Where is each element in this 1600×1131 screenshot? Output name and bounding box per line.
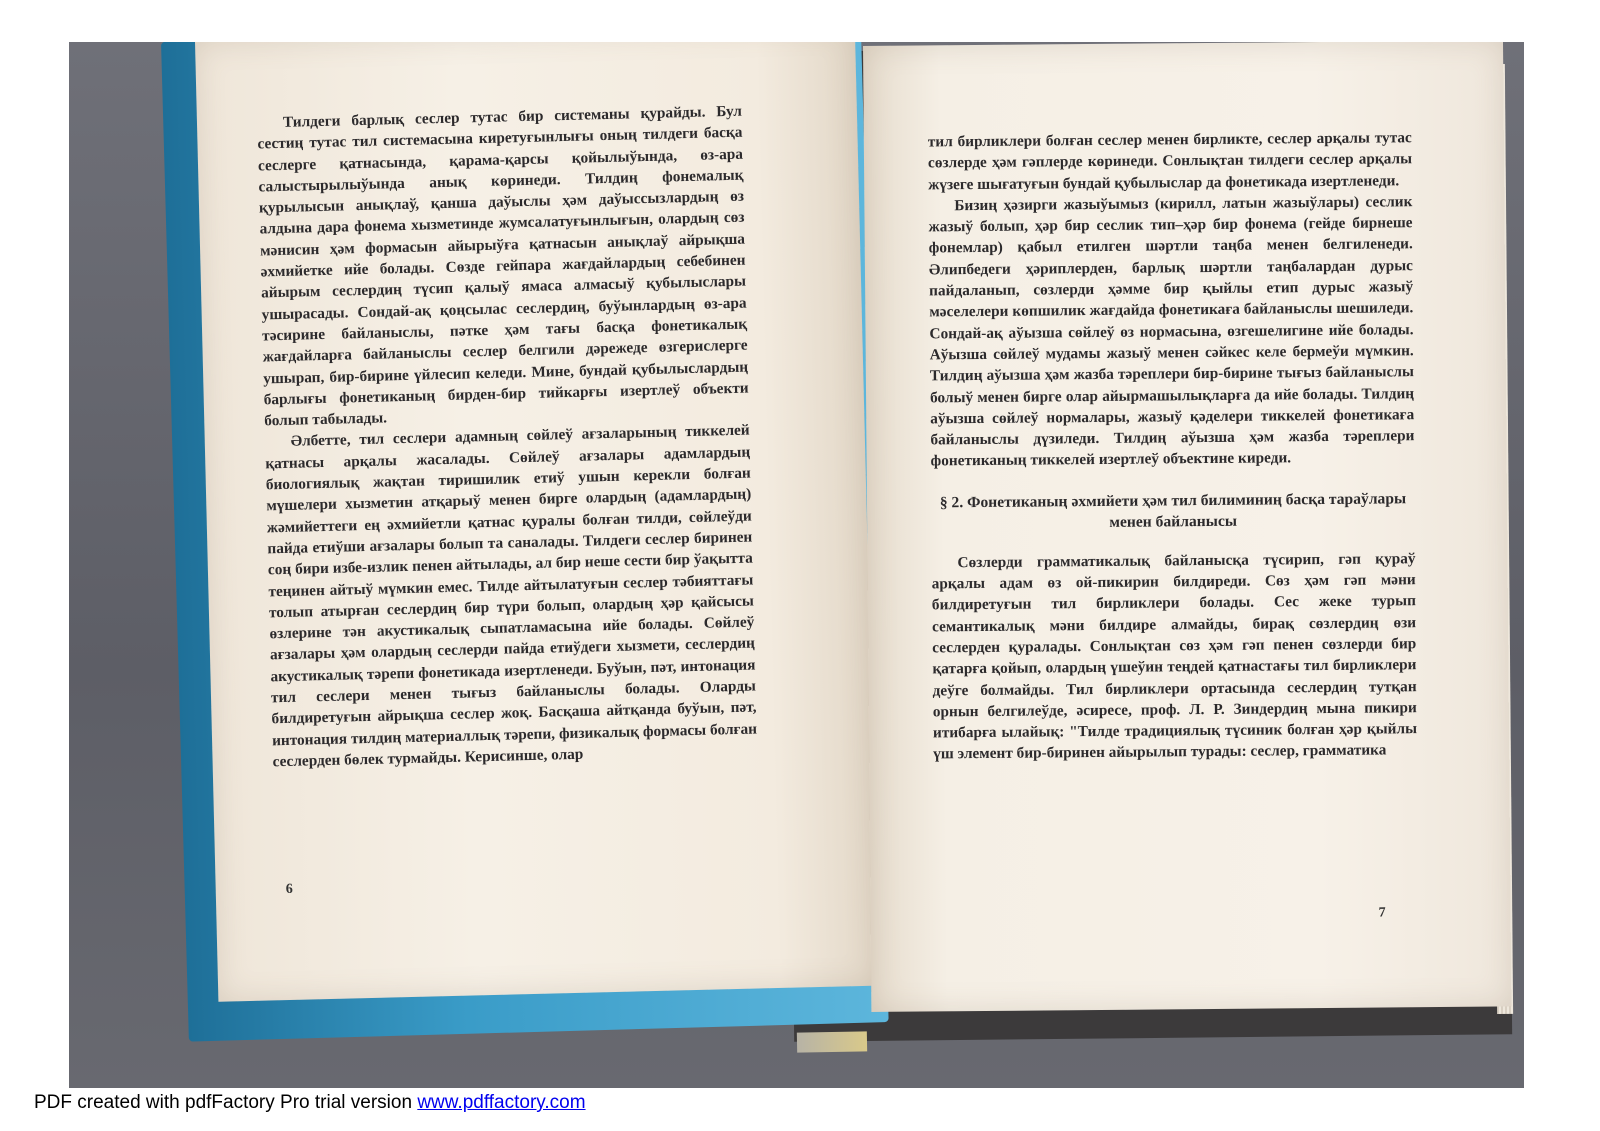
right-page-text — [928, 127, 1418, 765]
paragraph: тил бирликлери болған сеслер менен бирликте, сеслер арқалы тутас сөзлерде ҳәм гәплерде көринеди. Сонлықтан тилдеги сеслер арқалы жүзеге шығатуғын бундай қубылыслар да фонетикада изертленеди. — [927, 129, 1413, 194]
paragraph: Бизиң ҳәзирги жазыўымыз (кирилл, латын жазыўлары) сеслик жазыў болып, ҳәр бир сеслик тип–ҳәр бир фонема (гейде бирнеше фонемлар) қабыл етилген шәртли таңба менен белгиленеди. Әлипбедеги ҳәриплерден, барлық шәртли таңбалардан дурыс пайдаланып, сөзлерди ҳәмме бир қыйлы етип дурыс жазыў мәселелери көпшилик жағдайда фонетикаға байланыслы шешиледи. Сондай-ақ аўызша сөйлеў өз нормасына, өзгешелигине ийе болады. Аўызша сөйлеў мудамы жазыў менен сәйкес келе бермеўи мүмкин. Тилдиң аўызша ҳәм жазба тәреплери бир-бирине тығыз байланыслы болыў менен бирге олар айырмашылықларға да ийе болады. Тилдиң аўызша сөйлеў нормалары, жазыў қәделери тиккелей фонетикаға байланыслы дүзиледи. Тилдиң аўызша ҳәм жазба тәреплери фонетиканың тиккелей изертлеў объектине киреди. — [928, 193, 1415, 470]
section-title: § 2. Фонетиканың әхмийети ҳәм тил билиминиң басқа тараўлары менен байланысы — [939, 490, 1407, 531]
page-number: 7 — [1378, 905, 1386, 921]
page-number: 6 — [285, 881, 293, 898]
scanned-book-image — [69, 42, 1524, 1088]
paragraph: Сөзлерди грамматикалық байланысқа түсирип, гәп қураў арқалы адам өз ой-пикирин билдиреди. Сөз ҳәм гәп мәни билдиретуғын тил бирликлери болады. Сес жеке турып семантикалық мәни билдире алмайды, бирақ сөзлердиң өзи сеслерден қуралады. Сонлықтан сөз ҳәм гәп пенен сөзлерди бир қатарға қойып, олардың үшеўин теңдей қатнастағы тил бирликлери деўге болмайды. Тил бирликлери ортасында сеслердиң тутқан орнын белгилеўде, әсиресе, проф. Л. Р. Зиндердиң мына пикири итибарға ылайық: "Тилде традициялық түсиник болған ҳәр қыйлы үш элемент бир-биринен айырылып турады: сеслер, грамматика — [931, 549, 1418, 763]
left-page — [195, 42, 878, 1002]
paragraph: Әлбетте, тил сеслери адамның сөйлеў ағзаларының тиккелей қатнасы арқалы жасалады. Сөйлеў ағзалары адамлардың биологиялық жақтан тиришилик етиў ушын керекли болған мүшелери хызметин атқарыў менен бирге олардың (адамлардың) жәмийеттеги ең әхмийетли қатнас қуралы болған тилди, сөйлеўди пайда етиўши ағзалары болып та саналады. Тилдеги сеслер биринен соң бири избе-излик пенен айтылады, ал бир неше сести бир ўақытта теңинен айтыў мүмкин емес. Тилде айтылатуғын сеслер тәбияттағы толып атырған сеслердиң бир түри болып, олардың ҳәр қайсысы өзлерине тән акустикалық сыпатламасына ийе болады. Сөйлеў ағзалары ҳәм олардың сеслерди пайда етиўдеги хызмети, сеслердиң акустикалық тәрепи фонетикада изертленеди. Буўын, пәт, интонация тил сеслери менен тығыз байланыслы болады. Оларды билдиретуғын айрықша сеслер жоқ. Басқаша айтқанда буўын, пәт, интонация тилдиң материаллық тәрепи, физикалық формасы болған сеслерден бөлек турмайды. Керисинше, олар — [265, 422, 758, 771]
footer-text: PDF created with pdfFactory Pro trial version — [34, 1092, 418, 1113]
left-page-text — [257, 101, 758, 773]
paragraph: Тилдеги барлық сеслер тутас бир системаны қурайды. Бул сестиң тутас тил системасына киретуғынлығы оның тилдеги басқа сеслерге қатнасында, қарама-қарсы қойылыўында, өз-ара салыстырылыўында анық көринеди. Тилдиң фонемалық қурылысын анықлаў, қанша даўыслы ҳәм даўыссызлардың өз алдына дара фонема хызметинде жумсалатуғынлығын, олардың сөз мәнисин ҳәм формасын айырыўға қатнасын анықлаў айрықша әхмийетке ийе болады. Сөзде гейпара жағдайлардың себебинен айырым сеслердиң түсип қалыў ямаса алмасыў қубылыслары ушырасады. Сондай-ақ қоңсылас сеслердиң, буўынлардың өз-ара тәсирине байланыслы, пәтке ҳәм тағы басқа фонетикалық жағдайларға байланыслы сеслер белгили дәрежеде өзгерислерге ушырап, бир-бирине үйлесип келеди. Мине, бундай қубылыслардың барлығы фонетиканың бирден-бир тийкарғы изертлеў объекти болып табылады. — [257, 102, 749, 430]
pdf-footer — [34, 1092, 586, 1114]
pdffactory-link[interactable]: www.pdffactory.com — [417, 1092, 586, 1113]
right-page — [863, 42, 1511, 1012]
book-spine-strip — [797, 1031, 867, 1052]
